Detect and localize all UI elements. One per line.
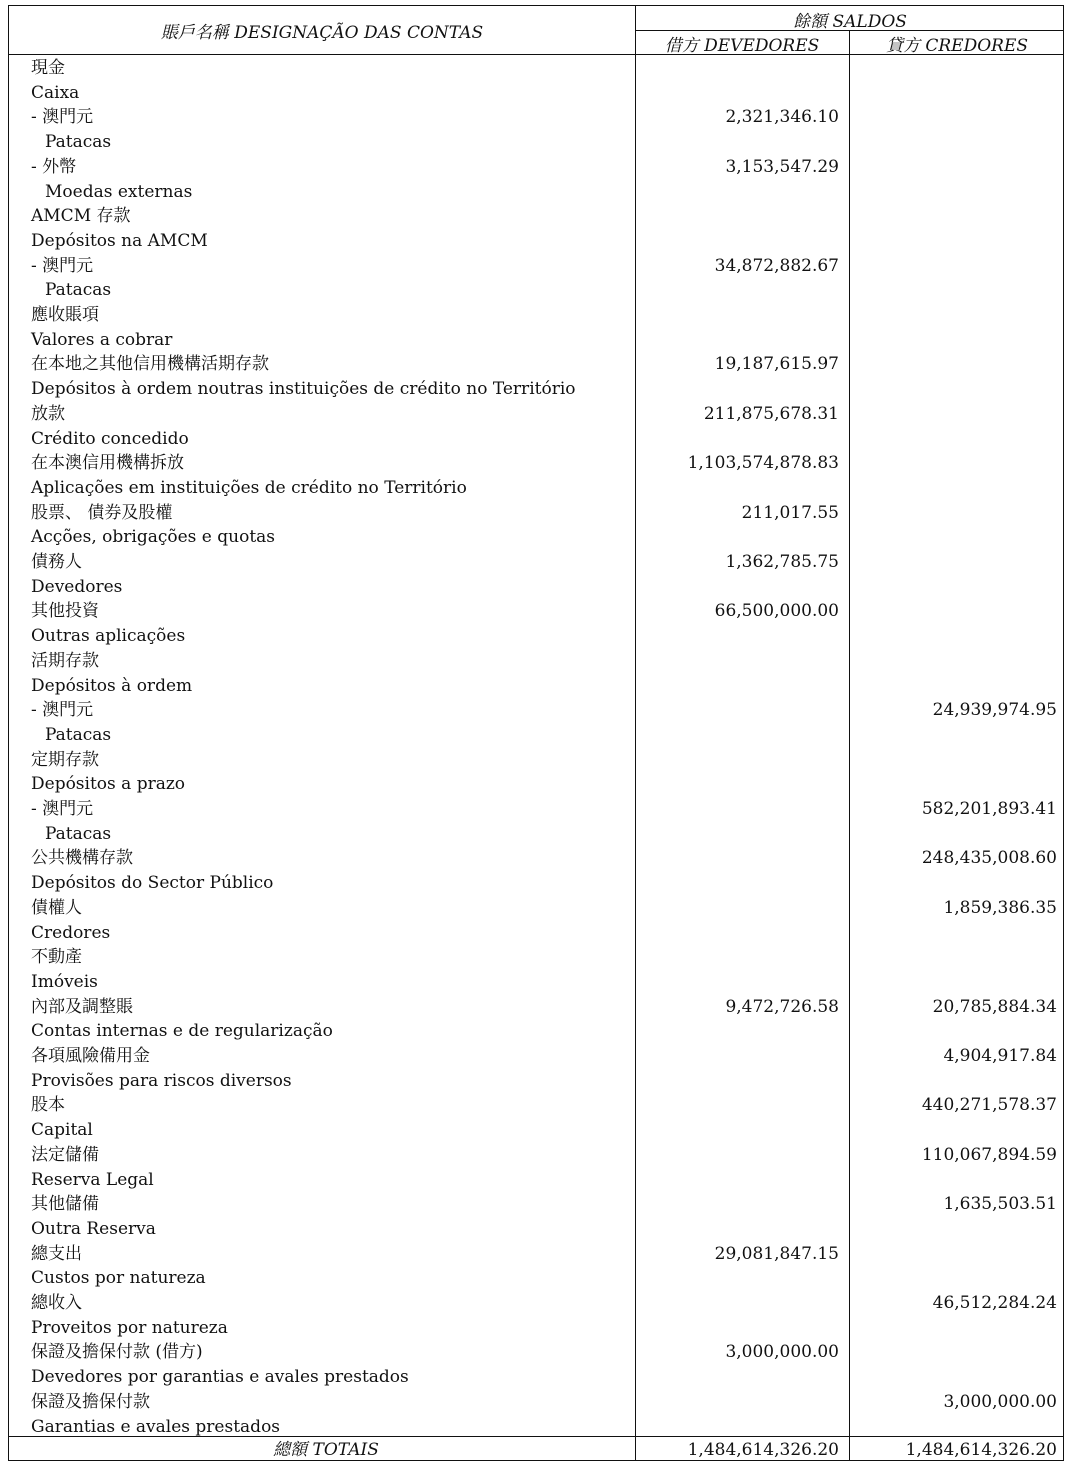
table-row (9, 871, 1063, 896)
table-row (9, 921, 1063, 946)
debit-value: 34,872,882.67 (714, 255, 839, 276)
table-row (9, 995, 1063, 1020)
debit-value: 2,321,346.10 (725, 107, 839, 128)
totals-label: 總額 TOTAIS (273, 1440, 379, 1460)
table-row (9, 1093, 1063, 1118)
account-label: Crédito concedido (31, 428, 189, 449)
account-label: - 澳門元 (31, 255, 94, 276)
table-row (9, 427, 1063, 452)
debit-value: 211,017.55 (741, 502, 839, 523)
account-label: AMCM 存款 (31, 206, 131, 227)
table-row (9, 130, 1063, 155)
account-label: 應收賬項 (31, 305, 99, 325)
table-row (9, 674, 1063, 699)
account-label: Patacas (45, 280, 112, 301)
table-row (9, 550, 1063, 575)
table-row (9, 278, 1063, 303)
table-row (9, 402, 1063, 427)
account-label: Patacas (45, 823, 112, 844)
account-label: 在本澳信用機構拆放 (31, 453, 184, 474)
table-row (9, 81, 1063, 106)
table-row (9, 723, 1063, 748)
account-label: Contas internas e de regularização (31, 1021, 333, 1042)
balance-table (8, 5, 1064, 1461)
account-label: Depósitos na AMCM (31, 230, 208, 251)
table-row (9, 748, 1063, 773)
account-label: Custos por natureza (31, 1268, 206, 1289)
debit-value: 3,000,000.00 (725, 1342, 839, 1363)
balances-header: 餘額 SALDOS (793, 12, 907, 32)
credit-value: 4,904,917.84 (943, 1046, 1057, 1066)
account-label: 活期存款 (31, 650, 99, 671)
credit-value: 582,201,893.41 (921, 799, 1057, 819)
account-label: Depósitos do Sector Público (31, 873, 274, 894)
account-title-header: 賬戶名稱 DESIGNAÇÃO DAS CONTAS (160, 23, 484, 43)
debit-value: 3,153,547.29 (725, 156, 839, 177)
debit-value: 211,875,678.31 (703, 403, 839, 424)
table-row (9, 229, 1063, 254)
account-label: Caixa (31, 82, 80, 103)
table-row (9, 1291, 1063, 1316)
table-row (9, 1390, 1063, 1415)
table-row (9, 352, 1063, 377)
debit-value: 66,500,000.00 (714, 601, 839, 622)
debit-header: 借方 DEVEDORES (664, 36, 820, 56)
table-row (9, 822, 1063, 847)
account-label: 定期存款 (31, 749, 99, 770)
table-row (9, 303, 1063, 328)
account-label: Garantias e avales prestados (31, 1416, 281, 1437)
account-label: Devedores por garantias e avales prestados (31, 1367, 409, 1388)
debit-value: 9,472,726.58 (725, 996, 839, 1017)
credit-value: 248,435,008.60 (921, 848, 1057, 869)
table-row (9, 698, 1063, 723)
table-row (9, 846, 1063, 871)
account-label: 保證及擔保付款 (31, 1391, 150, 1412)
table-row (9, 105, 1063, 130)
table-row (9, 575, 1063, 600)
credit-value: 20,785,884.34 (932, 996, 1057, 1017)
table-row (9, 945, 1063, 970)
credit-value: 46,512,284.24 (932, 1293, 1057, 1313)
account-label: - 澳門元 (31, 799, 94, 819)
debit-value: 1,103,574,878.83 (687, 453, 839, 474)
table-row (9, 772, 1063, 797)
account-label: 現金 (31, 58, 65, 78)
account-label: 股本 (31, 1095, 65, 1116)
account-label: Patacas (45, 132, 112, 153)
table-row (9, 1019, 1063, 1044)
credit-value: 1,635,503.51 (943, 1194, 1057, 1215)
account-label: Moedas externas (45, 181, 193, 202)
table-row (9, 377, 1063, 402)
credit-value: 3,000,000.00 (943, 1391, 1057, 1412)
table-row (9, 501, 1063, 526)
account-label: 債權人 (31, 897, 82, 918)
account-label: Aplicações em instituições de crédito no Território (31, 477, 467, 498)
table-row (9, 56, 1063, 81)
account-label: Credores (31, 922, 111, 943)
account-label: - 澳門元 (31, 107, 94, 128)
table-row (9, 624, 1063, 649)
debit-value: 19,187,615.97 (714, 354, 839, 375)
account-label: Imóveis (31, 971, 98, 992)
table-row (9, 328, 1063, 353)
account-label: 法定儲備 (31, 1144, 99, 1165)
account-label: - 外幣 (31, 156, 77, 177)
account-label: 放款 (31, 403, 65, 424)
account-label: 公共機構存款 (31, 848, 133, 869)
account-label: 總支出 (31, 1243, 82, 1264)
account-label: Valores a cobrar (31, 329, 173, 350)
table-row (9, 476, 1063, 501)
account-label: 保證及擔保付款 (借方) (31, 1342, 203, 1363)
table-row (9, 1192, 1063, 1217)
table-row (9, 1242, 1063, 1267)
totals-row (9, 1438, 1063, 1462)
account-label: Outras aplicações (31, 626, 186, 647)
table-row (9, 1069, 1063, 1094)
account-label: 其他投資 (31, 601, 99, 622)
table-row (9, 254, 1063, 279)
account-label: Depósitos à ordem (31, 675, 193, 696)
account-label: Depósitos à ordem noutras instituições de crédito no Território (31, 379, 576, 400)
table-row (9, 525, 1063, 550)
table-row (9, 896, 1063, 921)
account-label: 各項風險備用金 (31, 1046, 150, 1066)
table-row (9, 1118, 1063, 1143)
table-row (9, 1365, 1063, 1390)
table-row (9, 1044, 1063, 1069)
table-row (9, 1143, 1063, 1168)
table-row (9, 180, 1063, 205)
account-label: 股票、 債券及股權 (31, 502, 173, 523)
account-label: 不動產 (31, 947, 82, 968)
account-label: - 澳門元 (31, 700, 94, 721)
credit-header: 貸方 CREDORES (885, 36, 1029, 56)
table-row (9, 1316, 1063, 1341)
credit-value: 1,859,386.35 (943, 897, 1057, 918)
account-label: Devedores (31, 576, 123, 597)
totals-debit: 1,484,614,326.20 (687, 1440, 839, 1460)
table-row (9, 970, 1063, 995)
account-label: 債務人 (31, 552, 82, 572)
account-label: 內部及調整賬 (31, 996, 133, 1017)
account-label: Capital (31, 1120, 93, 1141)
account-label: Reserva Legal (31, 1169, 154, 1190)
account-label: Acções, obrigações e quotas (31, 527, 276, 548)
table-row (9, 797, 1063, 822)
credit-value: 440,271,578.37 (921, 1095, 1057, 1116)
totals-credit: 1,484,614,326.20 (905, 1440, 1057, 1460)
table-row (9, 1266, 1063, 1291)
account-label: 在本地之其他信用機構活期存款 (31, 354, 269, 375)
table-row (9, 649, 1063, 674)
table-row (9, 1340, 1063, 1365)
account-label: Patacas (45, 724, 112, 745)
table-row (9, 204, 1063, 229)
account-label: Provisões para riscos diversos (31, 1070, 292, 1091)
credit-value: 110,067,894.59 (921, 1144, 1057, 1165)
credit-value: 24,939,974.95 (932, 700, 1057, 721)
debit-value: 1,362,785.75 (725, 552, 839, 572)
account-label: 其他儲備 (31, 1194, 99, 1215)
table-row (9, 1217, 1063, 1242)
account-label: Proveitos por natureza (31, 1317, 228, 1338)
table-row (9, 155, 1063, 180)
account-label: Depósitos a prazo (31, 774, 186, 795)
table-row (9, 451, 1063, 476)
table-row (9, 599, 1063, 624)
account-label: Outra Reserva (31, 1218, 156, 1239)
table-row (9, 1168, 1063, 1193)
table-row (9, 1415, 1063, 1440)
account-label: 總收入 (31, 1293, 82, 1313)
debit-value: 29,081,847.15 (714, 1243, 839, 1264)
